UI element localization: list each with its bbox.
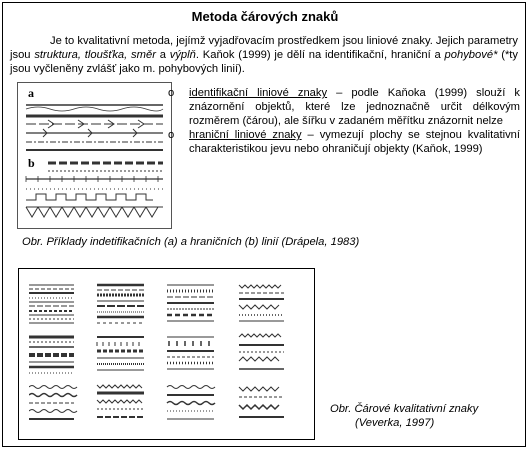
- caption-2-line-1: Obr. Čárové kvalitativní znaky: [330, 403, 479, 415]
- grid-block-6: [97, 337, 144, 370]
- bullet-icon: o: [168, 129, 175, 141]
- line-sign-types-list: [168, 86, 520, 156]
- figure-identification-boundary-lines: [17, 82, 175, 229]
- grid-block-1: [29, 285, 74, 323]
- term-boundary: hraniční liniové znaky: [189, 129, 302, 141]
- figure-qualitative-line-signs: [18, 268, 315, 440]
- boundary-line-samples: [26, 163, 163, 217]
- page-title: Metoda čárových znaků: [191, 9, 339, 24]
- list-item: [168, 86, 520, 128]
- description: – vymezují plochy se stejnou kvalitativní charakteristikou jevu nebo ohraničují objekty (Kaňok, 1999): [189, 129, 520, 155]
- intro-text-1: Je to kvalitativní metoda, jejímž vyjadřovacím prostředkem jsou liniové znaky. Jejich parametry jsou: [10, 35, 518, 61]
- identification-line-samples: [26, 105, 163, 150]
- grid-block-5: [29, 337, 74, 373]
- intro-text-3: (*ty jsou vyčleněny zvlášť jako m. pohybových linií).: [10, 49, 518, 75]
- grid-block-11: [167, 386, 215, 420]
- caption-2-line-2: (Veverka, 1997): [355, 417, 435, 429]
- grid-block-2: [97, 285, 144, 323]
- grid-block-12: [239, 387, 284, 417]
- line-sign-grid: [29, 279, 294, 429]
- intro-paragraph: [10, 34, 518, 76]
- term-identification: identifikační liniové znaky: [189, 87, 328, 99]
- description: – podle Kaňoka (1999) slouží k znázornění objektů, které lze jednoznačně určit délkovým rozměrem (čárou), ale šířku v zadaném měřítku znázornit nelze: [189, 87, 520, 127]
- intro-text-2: . Kaňok (1999) je dělí na identifikační, hraniční a: [195, 49, 445, 61]
- figure-caption-2: [330, 402, 478, 430]
- grid-block-9: [29, 386, 77, 420]
- figure-caption-1: Obr. Příklady indetifikačních (a) a hraničních (b) linií (Drápela, 1983): [22, 236, 360, 248]
- intro-moving: pohybové*: [444, 49, 498, 61]
- intro-params: struktura, tloušťka, směr: [34, 49, 156, 61]
- intro-and: a: [155, 49, 170, 61]
- grid-block-4: [239, 285, 284, 321]
- intro-fill: výplň: [169, 49, 196, 61]
- grid-block-8: [239, 334, 284, 369]
- list-item: [168, 128, 520, 156]
- figure-b-label: b: [28, 156, 35, 170]
- grid-block-10: [97, 385, 144, 417]
- figure-a-label: a: [28, 86, 34, 100]
- bullet-icon: o: [168, 87, 175, 99]
- grid-block-7: [167, 337, 214, 369]
- grid-block-3: [167, 285, 214, 321]
